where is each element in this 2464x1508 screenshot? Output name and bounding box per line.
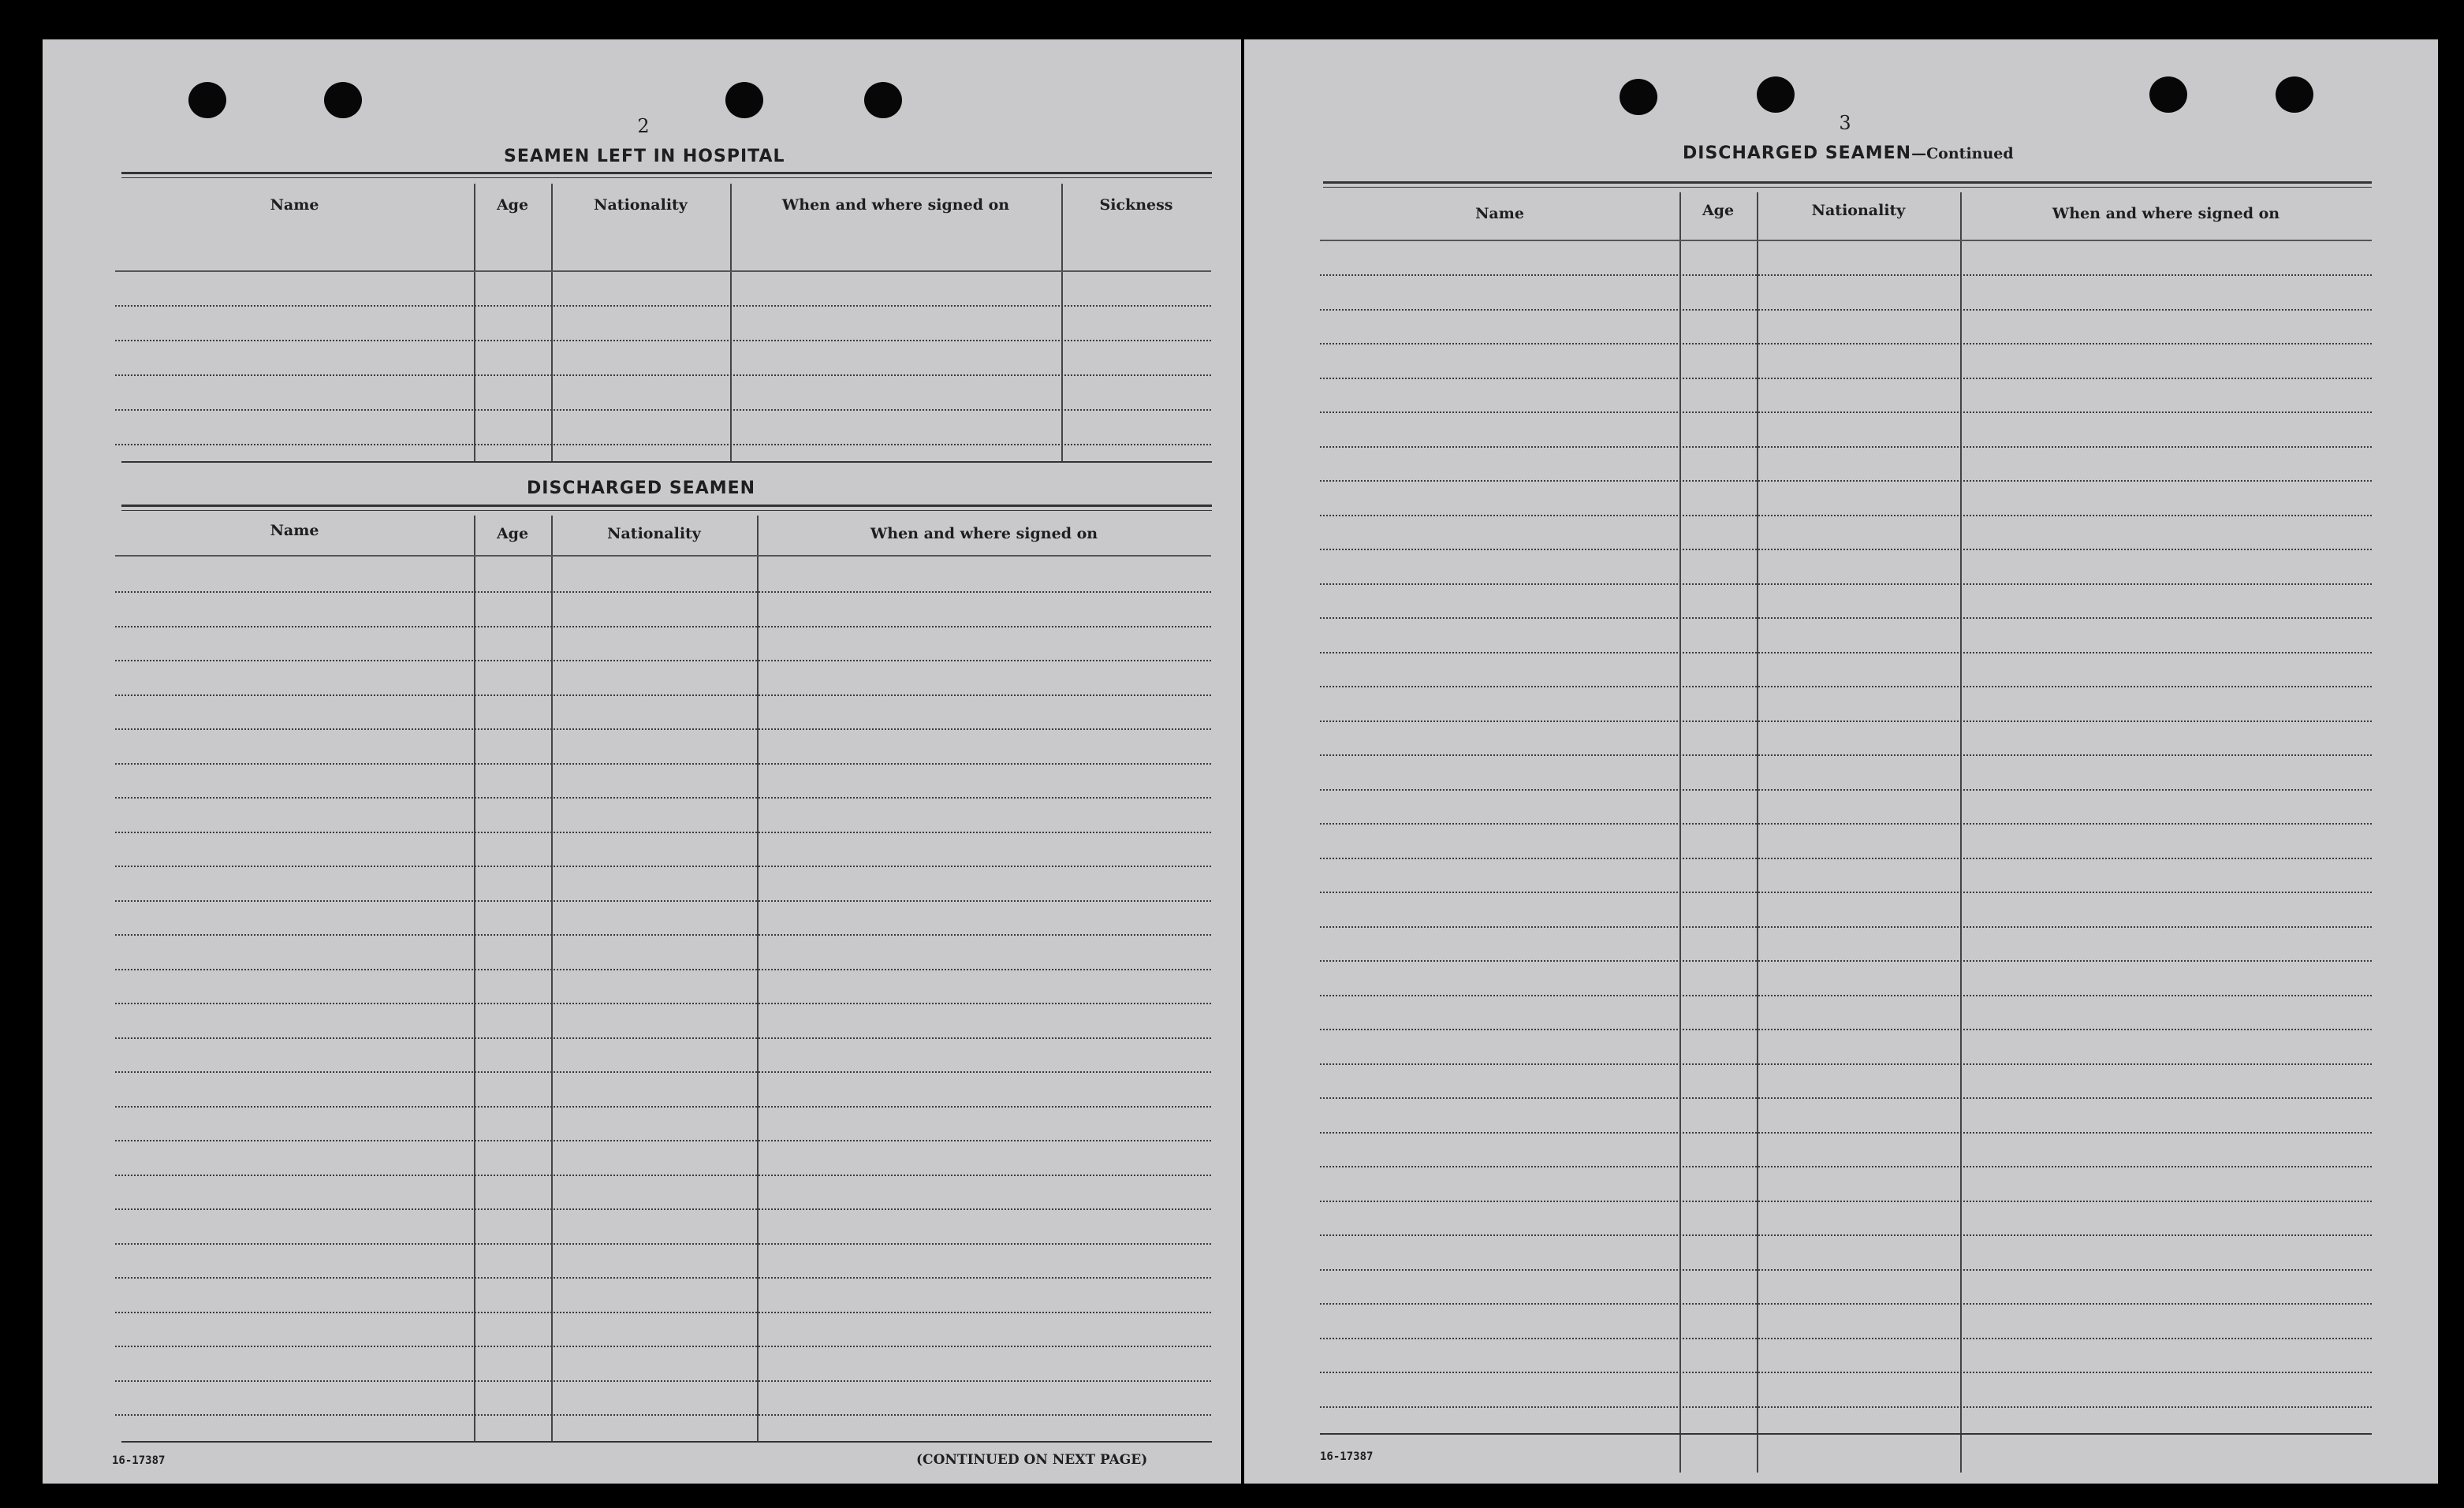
punch-hole [864,82,902,118]
column-divider [757,516,759,1442]
ruled-line [115,1003,1211,1004]
ruled-line [1320,446,2372,448]
form-page-left [43,39,1241,1484]
double-rule [1323,181,2372,188]
section-rule [121,461,1212,463]
ruled-line [115,1380,1211,1382]
ruled-line [1320,309,2372,311]
section-title-hospital: SEAMEN LEFT IN HOSPITAL [504,147,785,166]
column-divider [1679,192,1681,1473]
ruled-line [115,409,1211,411]
ruled-line [1320,617,2372,619]
ruled-line [1320,1166,2372,1167]
form-page-right [1244,39,2438,1484]
ruled-line [1320,1029,2372,1030]
column-divider [551,516,553,1442]
ruled-line [1320,1234,2372,1236]
ruled-line [1320,583,2372,585]
ruled-line [1320,1201,2372,1202]
ruled-line [115,1208,1211,1210]
ruled-line [1320,686,2372,687]
page-number: 2 [637,115,650,137]
ruled-line [115,591,1211,593]
column-header-nationality: Nationality [594,196,688,214]
ruled-line [115,1312,1211,1313]
ruled-line [1320,960,2372,962]
ruled-line [115,626,1211,627]
punch-hole [2149,76,2187,113]
punch-hole [324,82,362,118]
ruled-line [115,1277,1211,1279]
continued-note: (CONTINUED ON NEXT PAGE) [916,1452,1148,1468]
ruled-line [115,832,1211,833]
header-underline [115,270,1211,272]
hospital-table [115,184,1211,461]
ruled-line [1320,858,2372,859]
column-header-sickness: Sickness [1099,196,1173,214]
ruled-line [115,1037,1211,1039]
header-underline [115,555,1211,557]
double-rule [121,172,1212,178]
ruled-line [1320,754,2372,756]
ruled-line [115,1414,1211,1416]
ruled-line [1320,515,2372,516]
column-header-nationality: Nationality [1811,202,1906,219]
discharged-continued-table [1320,192,2372,1473]
column-header-when-where: When and where signed on [781,196,1010,214]
punch-hole [1620,79,1657,115]
column-divider [1960,192,1962,1473]
ruled-line [115,900,1211,902]
ruled-line [1320,823,2372,825]
ruled-line [1320,1303,2372,1305]
bottom-rule [1320,1433,2372,1435]
page-number: 3 [1839,112,1851,134]
ruled-line [115,1346,1211,1347]
ruled-line [115,1175,1211,1176]
ruled-line [115,660,1211,661]
ruled-line [115,1140,1211,1141]
ruled-line [1320,1338,2372,1339]
ruled-line [1320,926,2372,928]
continued-suffix: —Continued [1911,145,2014,162]
column-divider [474,184,475,461]
column-header-name: Name [1475,205,1524,222]
ruled-line [1320,1269,2372,1271]
ruled-line [1320,343,2372,344]
form-number: 16-17387 [1320,1450,1374,1463]
ruled-line [1320,411,2372,413]
ruled-line [1320,549,2372,550]
column-divider [1757,192,1758,1473]
column-divider [474,516,475,1442]
ruled-line [1320,480,2372,482]
ruled-line [115,305,1211,307]
ruled-line [1320,1097,2372,1099]
ruled-line [115,728,1211,730]
ruled-line [1320,378,2372,379]
ruled-line [1320,789,2372,791]
ruled-line [115,763,1211,765]
header-underline [1320,240,2372,241]
ruled-line [1320,1132,2372,1134]
ruled-line [1320,995,2372,996]
column-header-when-where: When and where signed on [870,525,1098,542]
ruled-line [115,934,1211,936]
column-header-nationality: Nationality [607,525,701,542]
punch-hole [2276,76,2313,113]
column-header-age: Age [496,196,529,214]
form-number: 16-17387 [112,1454,166,1467]
ruled-line [1320,892,2372,893]
ruled-line [1320,274,2372,276]
ruled-line [1320,1406,2372,1408]
ruled-line [115,374,1211,376]
column-divider [551,184,553,461]
punch-hole [1757,76,1795,113]
column-header-age: Age [1702,202,1735,219]
ruled-line [115,694,1211,696]
ruled-line [115,1243,1211,1245]
punch-hole [188,82,226,118]
double-rule [121,505,1212,511]
section-title-text: DISCHARGED SEAMEN [1683,143,1912,163]
column-header-name: Name [270,196,319,214]
punch-hole [725,82,763,118]
discharged-table [115,516,1211,1442]
ruled-line [115,1071,1211,1073]
ruled-line [1320,652,2372,653]
ruled-line [115,866,1211,867]
ruled-line [1320,1372,2372,1373]
ruled-line [115,1106,1211,1108]
bottom-rule [121,1441,1212,1443]
ruled-line [115,340,1211,341]
column-header-name: Name [270,522,319,539]
column-divider [730,184,732,461]
ruled-line [115,969,1211,970]
column-header-when-where: When and where signed on [2052,205,2280,222]
column-divider [1061,184,1063,461]
ruled-line [115,797,1211,799]
section-title-discharged-continued [1683,143,2014,163]
ruled-line [1320,1063,2372,1065]
ruled-line [1320,720,2372,722]
column-header-age: Age [496,525,529,542]
ruled-line [115,444,1211,445]
section-title-discharged: DISCHARGED SEAMEN [527,478,756,498]
